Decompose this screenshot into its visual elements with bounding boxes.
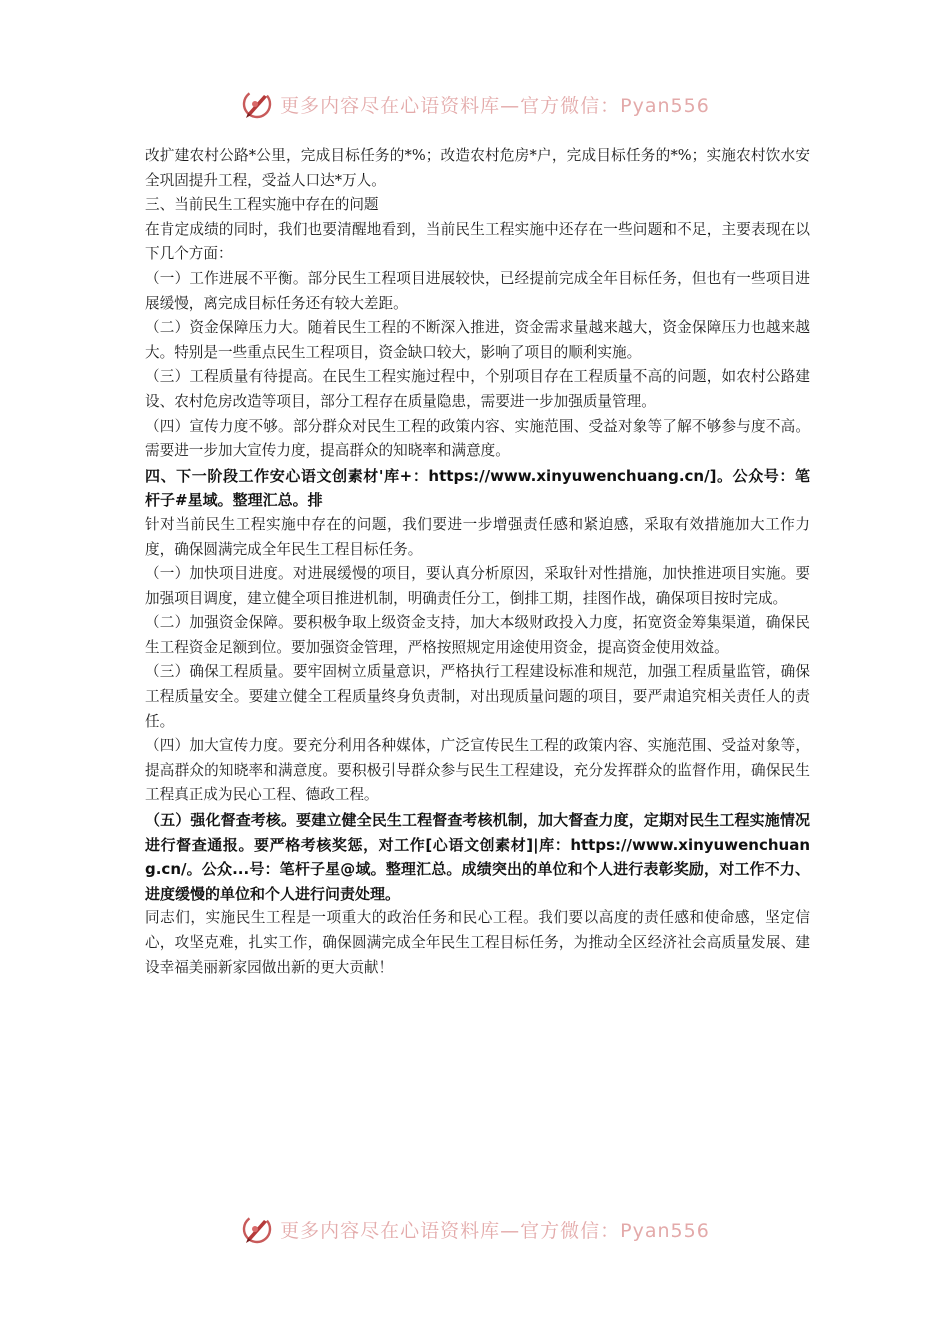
section-heading: 四、下一阶段工作安心语文创素材'库+：https://www.xinyuwenchuang.cn/]。公众号：笔杆子#星域。整理汇总。排 — [145, 466, 810, 510]
paragraph: （一）工作进展不平衡。部分民生工程项目进展较快，已经提前完成全年目标任务，但也有一些项目进展缓慢，离完成目标任务还有较大差距。 — [145, 269, 810, 312]
paragraph: （四）加大宣传力度。要充分利用各种媒体，广泛宣传民生工程的政策内容、实施范围、受益对象等，提高群众的知晓率和满意度。要积极引导群众参与民生工程建设，充分发挥群众的监督作用，确保民生工程真正成为民心工程、德政工程。 — [145, 737, 810, 804]
paragraph-bold: （五）强化督查考核。要建立健全民生工程督查考核机制，加大督查力度，定期对民生工程实施情况进行督查通报。要严格考核奖惩，对工作[心语文创素材]|库：https://www.xinyuwenchuang.cn/。公众...号：笔杆子星@域。整理汇总。成绩突出的单位和个人进行表彰奖励，对工作不力、进度缓慢的单位和个人进行问责处理。 — [145, 811, 810, 903]
paragraph: （三）工程质量有待提高。在民生工程实施过程中，个别项目存在工程质量不高的问题，如农村公路建设、农村危房改造等项目，部分工程存在质量隐患，需要进一步加强质量管理。 — [145, 368, 810, 410]
paragraph: （四）宣传力度不够。部分群众对民生工程的政策内容、实施范围、受益对象等了解不够参与度不高。需要进一步加大宣传力度，提高群众的知晓率和满意度。 — [145, 417, 810, 460]
paragraph: 在肯定成绩的同时，我们也要清醒地看到，当前民生工程实施中还存在一些问题和不足，主要表现在以下几个方面： — [145, 220, 810, 263]
closing-paragraph: 同志们，实施民生工程是一项重大的政治任务和民心工程。我们要以高度的责任感和使命感，坚定信心，攻坚克难，扎实工作，确保圆满完成全年民生工程目标任务，为推动全区经济社会高质量发展、建设幸福美丽新家园做出新的更大贡献！ — [145, 909, 810, 976]
pen-logo-icon — [240, 87, 274, 121]
paragraph: （一）加快项目进度。对进展缓慢的项目，要认真分析原因，采取针对性措施，加快推进项目实施。要加强项目调度，建立健全项目推进机制，明确责任分工，倒排工期，挂图作战，确保项目按时完成。 — [145, 565, 810, 607]
paragraph: （三）确保工程质量。要牢固树立质量意识，严格执行工程建设标准和规范，加强工程质量监管，确保工程质量安全。要建立健全工程质量终身负责制，对出现质量问题的项目，要严肃追究相关责任人的责任。 — [145, 663, 810, 730]
paragraph: （二）加强资金保障。要积极争取上级资金支持，加大本级财政投入力度，拓宽资金筹集渠道，确保民生工程资金足额到位。要加强资金管理，严格按照规定用途使用资金，提高资金使用效益。 — [145, 614, 810, 656]
document-body — [145, 144, 810, 980]
paragraph: （二）资金保障压力大。随着民生工程的不断深入推进，资金需求量越来越大，资金保障压力也越来越大。特别是一些重点民生工程项目，资金缺口较大，影响了项目的顺利实施。 — [145, 319, 810, 361]
watermark-text: 更多内容尽在心语资料库—官方微信：Pyan556 — [280, 1219, 710, 1242]
header-watermark — [0, 84, 950, 124]
paragraph: 针对当前民生工程实施中存在的问题，我们要进一步增强责任感和紧迫感，采取有效措施加大工作力度，确保圆满完成全年民生工程目标任务。 — [145, 515, 810, 558]
footer-watermark — [0, 1209, 950, 1249]
watermark-text: 更多内容尽在心语资料库—官方微信：Pyan556 — [280, 94, 710, 117]
paragraph: 改扩建农村公路*公里，完成目标任务的*%；改造农村危房*户，完成目标任务的*%；实施农村饮水安全巩固提升工程，受益人口达*万人。 — [145, 147, 810, 189]
section-heading: 三、当前民生工程实施中存在的问题 — [145, 196, 379, 214]
pen-logo-icon — [240, 1212, 274, 1246]
